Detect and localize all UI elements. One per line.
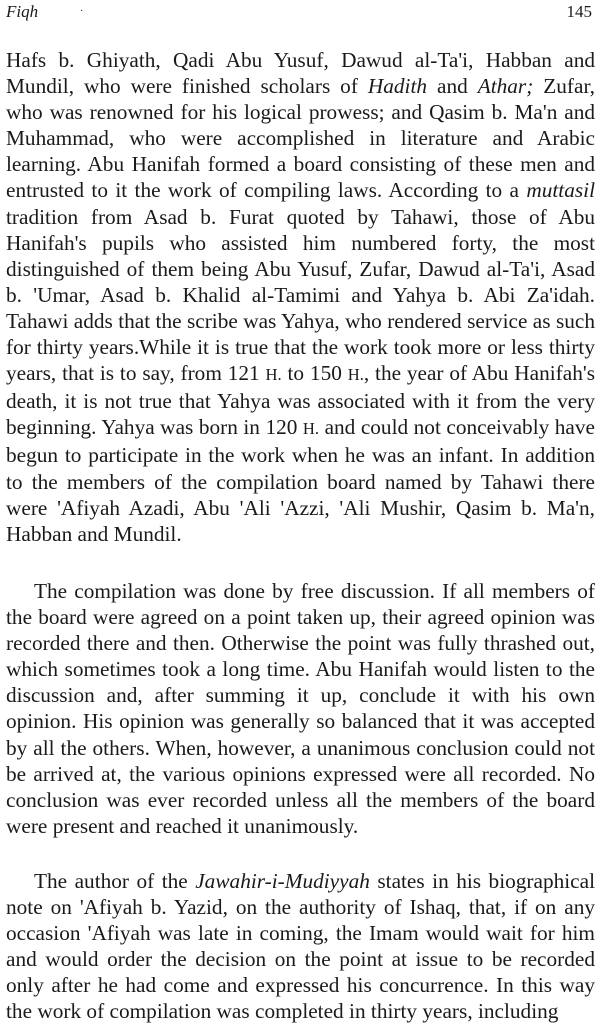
text-run: Zufar, who was renowned for his logical prowess; and Qasim b. Ma'n and Muhammad, who were accomplished in literature and Arabic learning. Abu Hanifah formed a board consisting of these men and entrusted to it the work of compiling laws. According to a — [6, 74, 596, 203]
text-run: The author of the — [34, 869, 196, 893]
text-run: states in his biographical note on 'Afiyah b. Yazid, on the authority of Ishaq, that, if on any occasion 'Afiyah was late in coming, the Imam would wait for him and would order the decision on the point at issue to be recorded only after he had come and expressed his concurrence. In this way the work of compilation was completed in thirty years, including — [6, 869, 595, 1024]
italic-term: Athar; — [477, 74, 534, 99]
italic-term: Jawahir-i-Mudiyyah — [195, 869, 370, 893]
text-run: and — [427, 74, 478, 99]
paragraph-3 — [6, 868, 595, 1025]
italic-term: Hadith — [367, 74, 428, 99]
text-run: and could not conceivably have begun to participate in the work when he was an infant. In addition to the members of the compilation board named by Tahawi there were 'Afiyah Azadi, Abu 'Ali 'Azzi, 'Ali Mushir, Qasim b. Ma'n, Habban and Mundil. — [6, 415, 595, 546]
paragraph-text — [6, 578, 595, 839]
running-title: Fiqh — [6, 2, 39, 21]
text-run: tradition from Asad b. Furat quoted by Tahawi, those of Abu Hanifah's pupils who assisted him numbered forty, the most distinguished of them being Abu Yusuf, Zufar, Dawud al-Ta'i, Asad b. 'Umar, Asad b. Khalid al-Tamimi and Yahya b. Abi Za'idah. Tahawi adds that the scribe was Yahya, who rendered service as such for thirty years.While it is true that the work took more or less thirty years, that is to say, from 121 — [6, 204, 595, 386]
text-run: The compilation was done by free discussion. If all members of the board were agreed on a point taken up, their agreed opinion was recorded there and then. Otherwise the point was fully thrashed out, which sometimes took a long time. Abu Hanifah would listen to the discussion and, after summing it up, conclude it with his own opinion. His opinion was generally so balanced that it was accepted by all the others. When, however, a unanimous conclusion could not be arrived at, the various opinions expressed were all recorded. No conclusion was ever recorded unless all the members of the board were present and reached it unanimously. — [6, 579, 595, 838]
paragraph-text — [6, 868, 595, 1025]
ink-dot: · — [80, 6, 84, 17]
italic-term: muttasil — [526, 178, 595, 203]
hijri-abbrev: H. — [265, 365, 282, 385]
running-head — [6, 2, 592, 28]
text-run: to 150 — [281, 361, 348, 386]
paragraph-text — [6, 47, 595, 547]
paragraph-1 — [6, 47, 595, 547]
page-number: 145 — [566, 2, 592, 21]
hijri-abbrev: H. — [302, 419, 320, 439]
text-run: , the year of Abu Hanifah's death, it is not true that Yahya was associated with it from the very beginning. Yahya was born in 120 — [6, 361, 595, 440]
hijri-abbrev: H. — [347, 365, 364, 385]
text-run: Hafs b. Ghiyath, Qadi Abu Yusuf, Dawud al-Ta'i, Habban and Mundil, who were finished scholars of — [6, 48, 595, 99]
paragraph-2 — [6, 578, 595, 839]
